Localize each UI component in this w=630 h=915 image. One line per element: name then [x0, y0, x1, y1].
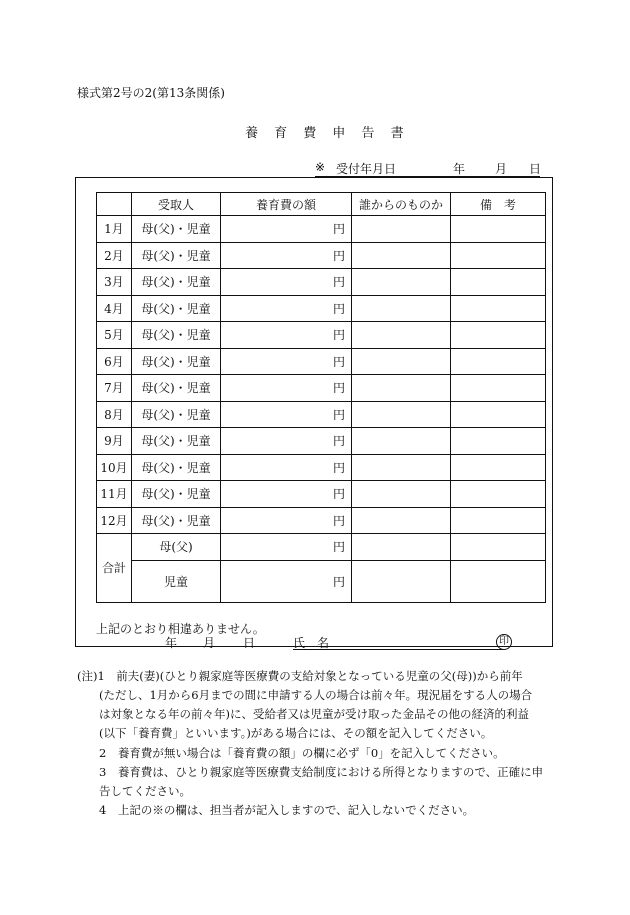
amount-input[interactable]: 円	[221, 269, 352, 296]
remarks-input[interactable]	[451, 428, 546, 455]
header-amount: 養育費の額	[221, 193, 352, 216]
total-amount-parent-input[interactable]: 円	[221, 534, 352, 561]
from-input[interactable]	[352, 401, 451, 428]
recipient-choice[interactable]: 母(父)・児童	[132, 401, 221, 428]
table-row	[97, 454, 546, 481]
sign-year: 年	[165, 636, 178, 650]
recipient-choice[interactable]: 母(父)・児童	[132, 322, 221, 349]
note-line: 告してください。	[99, 784, 191, 798]
recipient-choice[interactable]: 母(父)・児童	[132, 295, 221, 322]
reception-date-field	[315, 160, 540, 177]
note-line: (以下「養育費」といいます。)がある場合には、その額を記入してください。	[99, 726, 493, 740]
remarks-input[interactable]	[451, 322, 546, 349]
recipient-choice[interactable]: 母(父)・児童	[132, 454, 221, 481]
recipient-choice[interactable]: 母(父)・児童	[132, 375, 221, 402]
reception-year: 年	[453, 162, 466, 176]
sign-month: 月	[203, 636, 216, 650]
remarks-input[interactable]	[451, 348, 546, 375]
table-row	[97, 401, 546, 428]
amount-input[interactable]: 円	[221, 401, 352, 428]
month-label: 7月	[97, 375, 132, 402]
month-label: 8月	[97, 401, 132, 428]
from-input[interactable]	[352, 348, 451, 375]
recipient-choice[interactable]: 母(父)・児童	[132, 216, 221, 243]
amount-input[interactable]: 円	[221, 216, 352, 243]
remarks-input[interactable]	[451, 269, 546, 296]
from-input[interactable]	[352, 269, 451, 296]
amount-input[interactable]: 円	[221, 322, 352, 349]
sign-day: 日	[243, 636, 256, 650]
recipient-choice[interactable]: 母(父)・児童	[132, 348, 221, 375]
month-label: 6月	[97, 348, 132, 375]
remarks-input[interactable]	[451, 375, 546, 402]
table-row	[97, 216, 546, 243]
header-remarks: 備 考	[451, 193, 546, 216]
from-input[interactable]	[352, 242, 451, 269]
table-row	[97, 295, 546, 322]
note-line: 2 養育費が無い場合は「養育費の額」の欄に必ず「0」を記入してください。	[99, 746, 505, 760]
note-line: 4 上記の※の欄は、担当者が記入しますので、記入しないでください。	[99, 803, 475, 817]
from-input[interactable]	[352, 216, 451, 243]
reception-label: 受付年月日	[336, 162, 397, 176]
remarks-input[interactable]	[451, 295, 546, 322]
from-input[interactable]	[352, 322, 451, 349]
month-label: 5月	[97, 322, 132, 349]
month-label: 4月	[97, 295, 132, 322]
from-input[interactable]	[352, 507, 451, 534]
from-input[interactable]	[352, 428, 451, 455]
total-remarks-child-input[interactable]	[451, 560, 546, 602]
remarks-input[interactable]	[451, 481, 546, 508]
total-label: 合計	[97, 534, 132, 603]
month-label: 12月	[97, 507, 132, 534]
table-row	[97, 269, 546, 296]
confirmation-statement: 上記のとおり相違ありません。	[96, 622, 265, 636]
amount-input[interactable]: 円	[221, 375, 352, 402]
table-row	[97, 507, 546, 534]
amount-input[interactable]: 円	[221, 242, 352, 269]
note-line: 3 養育費は、ひとり親家庭等医療費支給制度における所得となりますので、正確に申	[99, 765, 544, 779]
total-from-child-input[interactable]	[352, 560, 451, 602]
table-row	[97, 322, 546, 349]
recipient-choice[interactable]: 母(父)・児童	[132, 269, 221, 296]
recipient-choice[interactable]: 母(父)・児童	[132, 507, 221, 534]
table-row-total-parent	[97, 534, 546, 561]
table-row	[97, 481, 546, 508]
header-month	[97, 193, 132, 216]
form-code: 様式第2号の2(第13条関係)	[77, 86, 225, 100]
table-row-total-child	[97, 560, 546, 602]
header-recipient: 受取人	[132, 193, 221, 216]
amount-input[interactable]: 円	[221, 295, 352, 322]
month-label: 11月	[97, 481, 132, 508]
month-label: 9月	[97, 428, 132, 455]
from-input[interactable]	[352, 454, 451, 481]
month-label: 3月	[97, 269, 132, 296]
name-label: 氏 名	[293, 636, 330, 650]
from-input[interactable]	[352, 481, 451, 508]
table-row	[97, 428, 546, 455]
month-label: 10月	[97, 454, 132, 481]
remarks-input[interactable]	[451, 401, 546, 428]
document-title: 養 育 費 申 告 書	[245, 126, 410, 141]
name-field[interactable]	[293, 634, 503, 650]
total-from-parent-input[interactable]	[352, 534, 451, 561]
table-header-row	[97, 193, 546, 216]
amount-input[interactable]: 円	[221, 454, 352, 481]
table-row	[97, 348, 546, 375]
remarks-input[interactable]	[451, 454, 546, 481]
total-remarks-parent-input[interactable]	[451, 534, 546, 561]
remarks-input[interactable]	[451, 242, 546, 269]
from-input[interactable]	[352, 375, 451, 402]
child-support-table	[96, 192, 546, 603]
remarks-input[interactable]	[451, 507, 546, 534]
recipient-choice[interactable]: 母(父)・児童	[132, 428, 221, 455]
note-line: (ただし、1月から6月までの間に申請する人の場合は前々年。現況届をする人の場合	[99, 688, 533, 702]
seal-icon: 印	[496, 634, 512, 650]
amount-input[interactable]: 円	[221, 481, 352, 508]
total-amount-child-input[interactable]: 円	[221, 560, 352, 602]
month-label: 1月	[97, 216, 132, 243]
total-recipient-parent: 母(父)	[132, 534, 221, 561]
note-line: (注)1 前夫(妻)(ひとり親家庭等医療費の支給対象となっている児童の父(母))から前年	[77, 669, 523, 683]
reception-mark: ※	[315, 160, 326, 174]
table-row	[97, 242, 546, 269]
month-label: 2月	[97, 242, 132, 269]
signature-row	[165, 634, 515, 650]
note-line: は対象となる年の前々年)に、受給者又は児童が受け取った金品その他の経済的利益	[99, 707, 529, 721]
recipient-choice[interactable]: 母(父)・児童	[132, 481, 221, 508]
recipient-choice[interactable]: 母(父)・児童	[132, 242, 221, 269]
amount-input[interactable]: 円	[221, 507, 352, 534]
reception-month: 月	[495, 162, 508, 176]
remarks-input[interactable]	[451, 216, 546, 243]
table-row	[97, 375, 546, 402]
from-input[interactable]	[352, 295, 451, 322]
amount-input[interactable]: 円	[221, 428, 352, 455]
reception-day: 日	[529, 162, 542, 176]
header-from: 誰からのものか	[352, 193, 451, 216]
total-recipient-child: 児童	[132, 560, 221, 602]
amount-input[interactable]: 円	[221, 348, 352, 375]
